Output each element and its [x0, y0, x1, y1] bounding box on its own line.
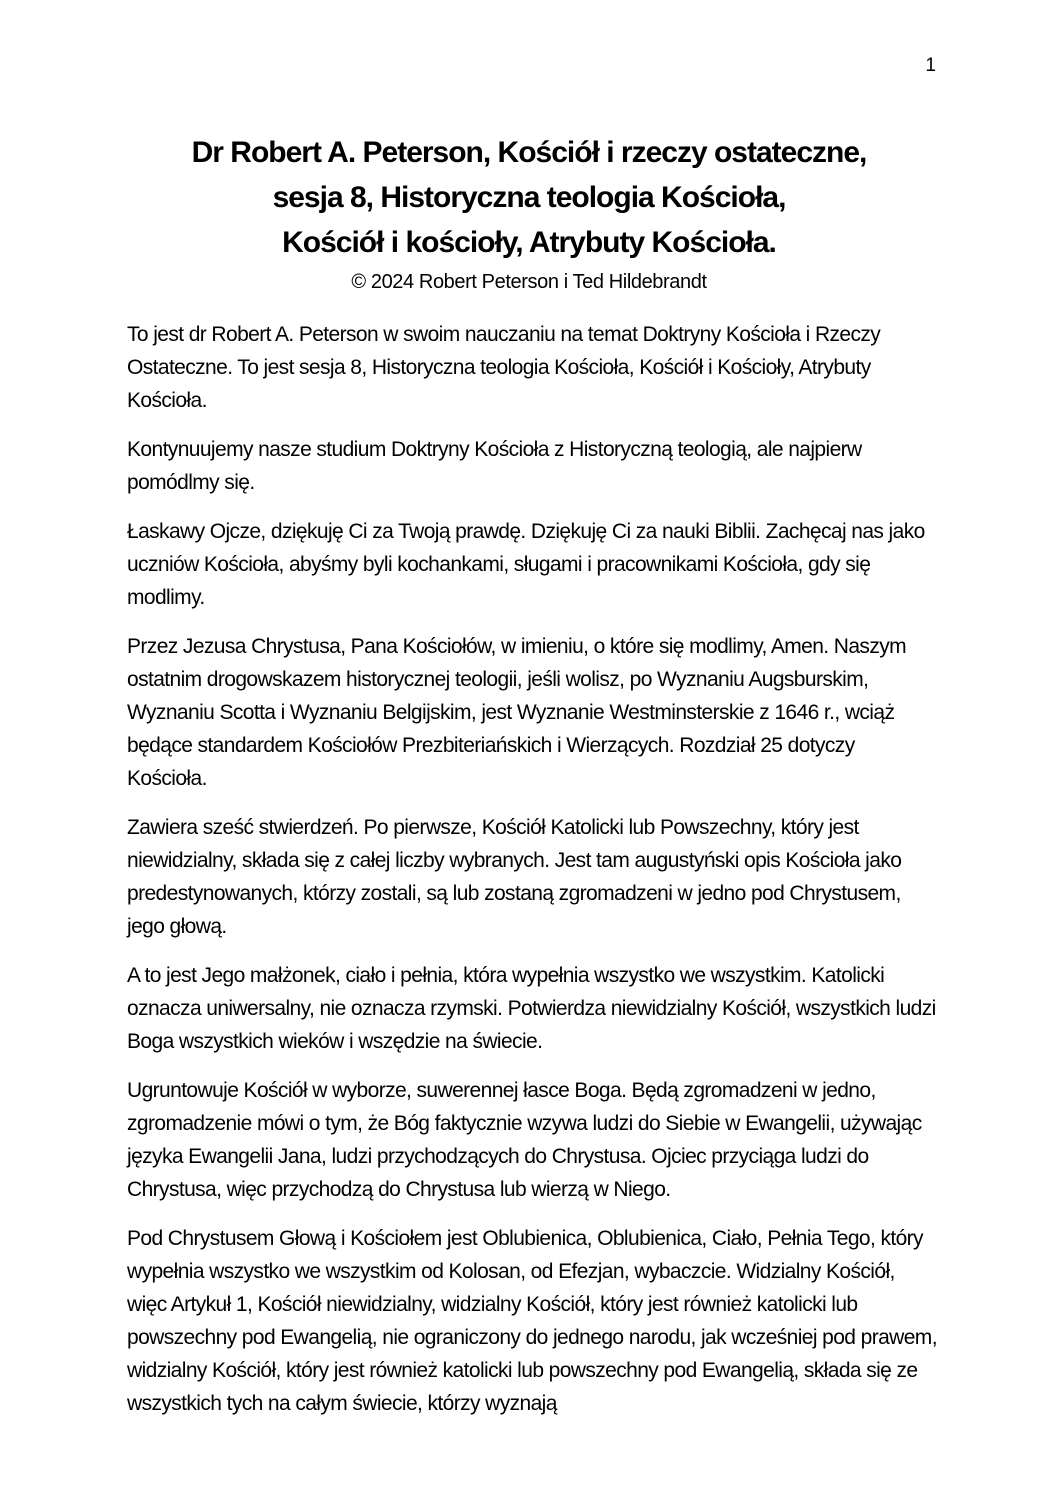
paragraph-5: Zawiera sześć stwierdzeń. Po pierwsze, Kościół Katolicki lub Powszechny, który jest niewidzialny, składa się z całej liczby wybranych. Jest tam augustyński opis Kościoła jako predestynowanych, którzy zostali, są lub zostaną zgromadzeni w jedno pod Chrystusem, jego głową.	[127, 816, 902, 938]
title-line-2: sesja 8, Historyczna teologia Kościoła,	[272, 181, 786, 214]
paragraph-3: Łaskawy Ojcze, dziękuję Ci za Twoją prawdę. Dziękuję Ci za nauki Biblii. Zachęcaj nas jako uczniów Kościoła, abyśmy byli kochankami, sługami i pracownikami Kościoła, gdy się modlimy.	[127, 520, 925, 609]
title-line-1: Dr Robert A. Peterson, Kościół i rzeczy ostateczne,	[191, 136, 867, 169]
paragraph-4: Przez Jezusa Chrystusa, Pana Kościołów, w imieniu, o które się modlimy, Amen. Naszym ostatnim drogowskazem historycznej teologii, jeśli wolisz, po Wyznaniu Augsburskim, Wyznaniu Scotta i Wyznaniu Belgijskim, jest Wyznanie Westminsterskie z 1646 r., wciąż będące standardem Kościołów Prezbiteriańskich i Wierzących. Rozdział 25 dotyczy Kościoła.	[127, 635, 907, 790]
document-title	[0, 130, 1058, 265]
paragraph-8: Pod Chrystusem Głową i Kościołem jest Oblubienica, Oblubienica, Ciało, Pełnia Tego, który wypełnia wszystko we wszystkim od Kolosan, od Efezjan, wybaczcie. Widzialny Kościół, więc Artykuł 1, Kościół niewidzialny, widzialny Kościół, który jest również katolicki lub powszechny pod Ewangelią, nie ograniczony do jednego narodu, jak wcześniej pod prawem, widzialny Kościół, który jest również katolicki lub powszechny pod Ewangelią, składa się ze wszystkich tych na całym świecie, którzy wyznają	[127, 1227, 937, 1415]
paragraph-1: To jest dr Robert A. Peterson w swoim nauczaniu na temat Doktryny Kościoła i Rzeczy Ostateczne. To jest sesja 8, Historyczna teologia Kościoła, Kościół i Kościoły, Atrybuty Kościoła.	[127, 323, 881, 412]
paragraph-2: Kontynuujemy nasze studium Doktryny Kościoła z Historyczną teologią, ale najpierw pomódlmy się.	[127, 438, 862, 494]
paragraph-6: A to jest Jego małżonek, ciało i pełnia, która wypełnia wszystko we wszystkim. Katolicki oznacza uniwersalny, nie oznacza rzymski. Potwierdza niewidzialny Kościół, wszystkich ludzi Boga wszystkich wieków i wszędzie na świecie.	[127, 964, 936, 1053]
copyright-line: © 2024 Robert Peterson i Ted Hildebrandt	[351, 271, 707, 293]
paragraph-7: Ugruntowuje Kościół w wyborze, suwerennej łasce Boga. Będą zgromadzeni w jedno, zgromadzenie mówi o tym, że Bóg faktycznie wzywa ludzi do Siebie w Ewangelii, używając języka Ewangelii Jana, ludzi przychodzących do Chrystusa. Ojciec przyciąga ludzi do Chrystusa, więc przychodzą do Chrystusa lub wierzą w Niego.	[127, 1079, 922, 1201]
title-line-3: Kościół i kościoły, Atrybuty Kościoła.	[282, 226, 776, 259]
document-body	[127, 318, 937, 1436]
page-number: 1	[925, 55, 936, 76]
